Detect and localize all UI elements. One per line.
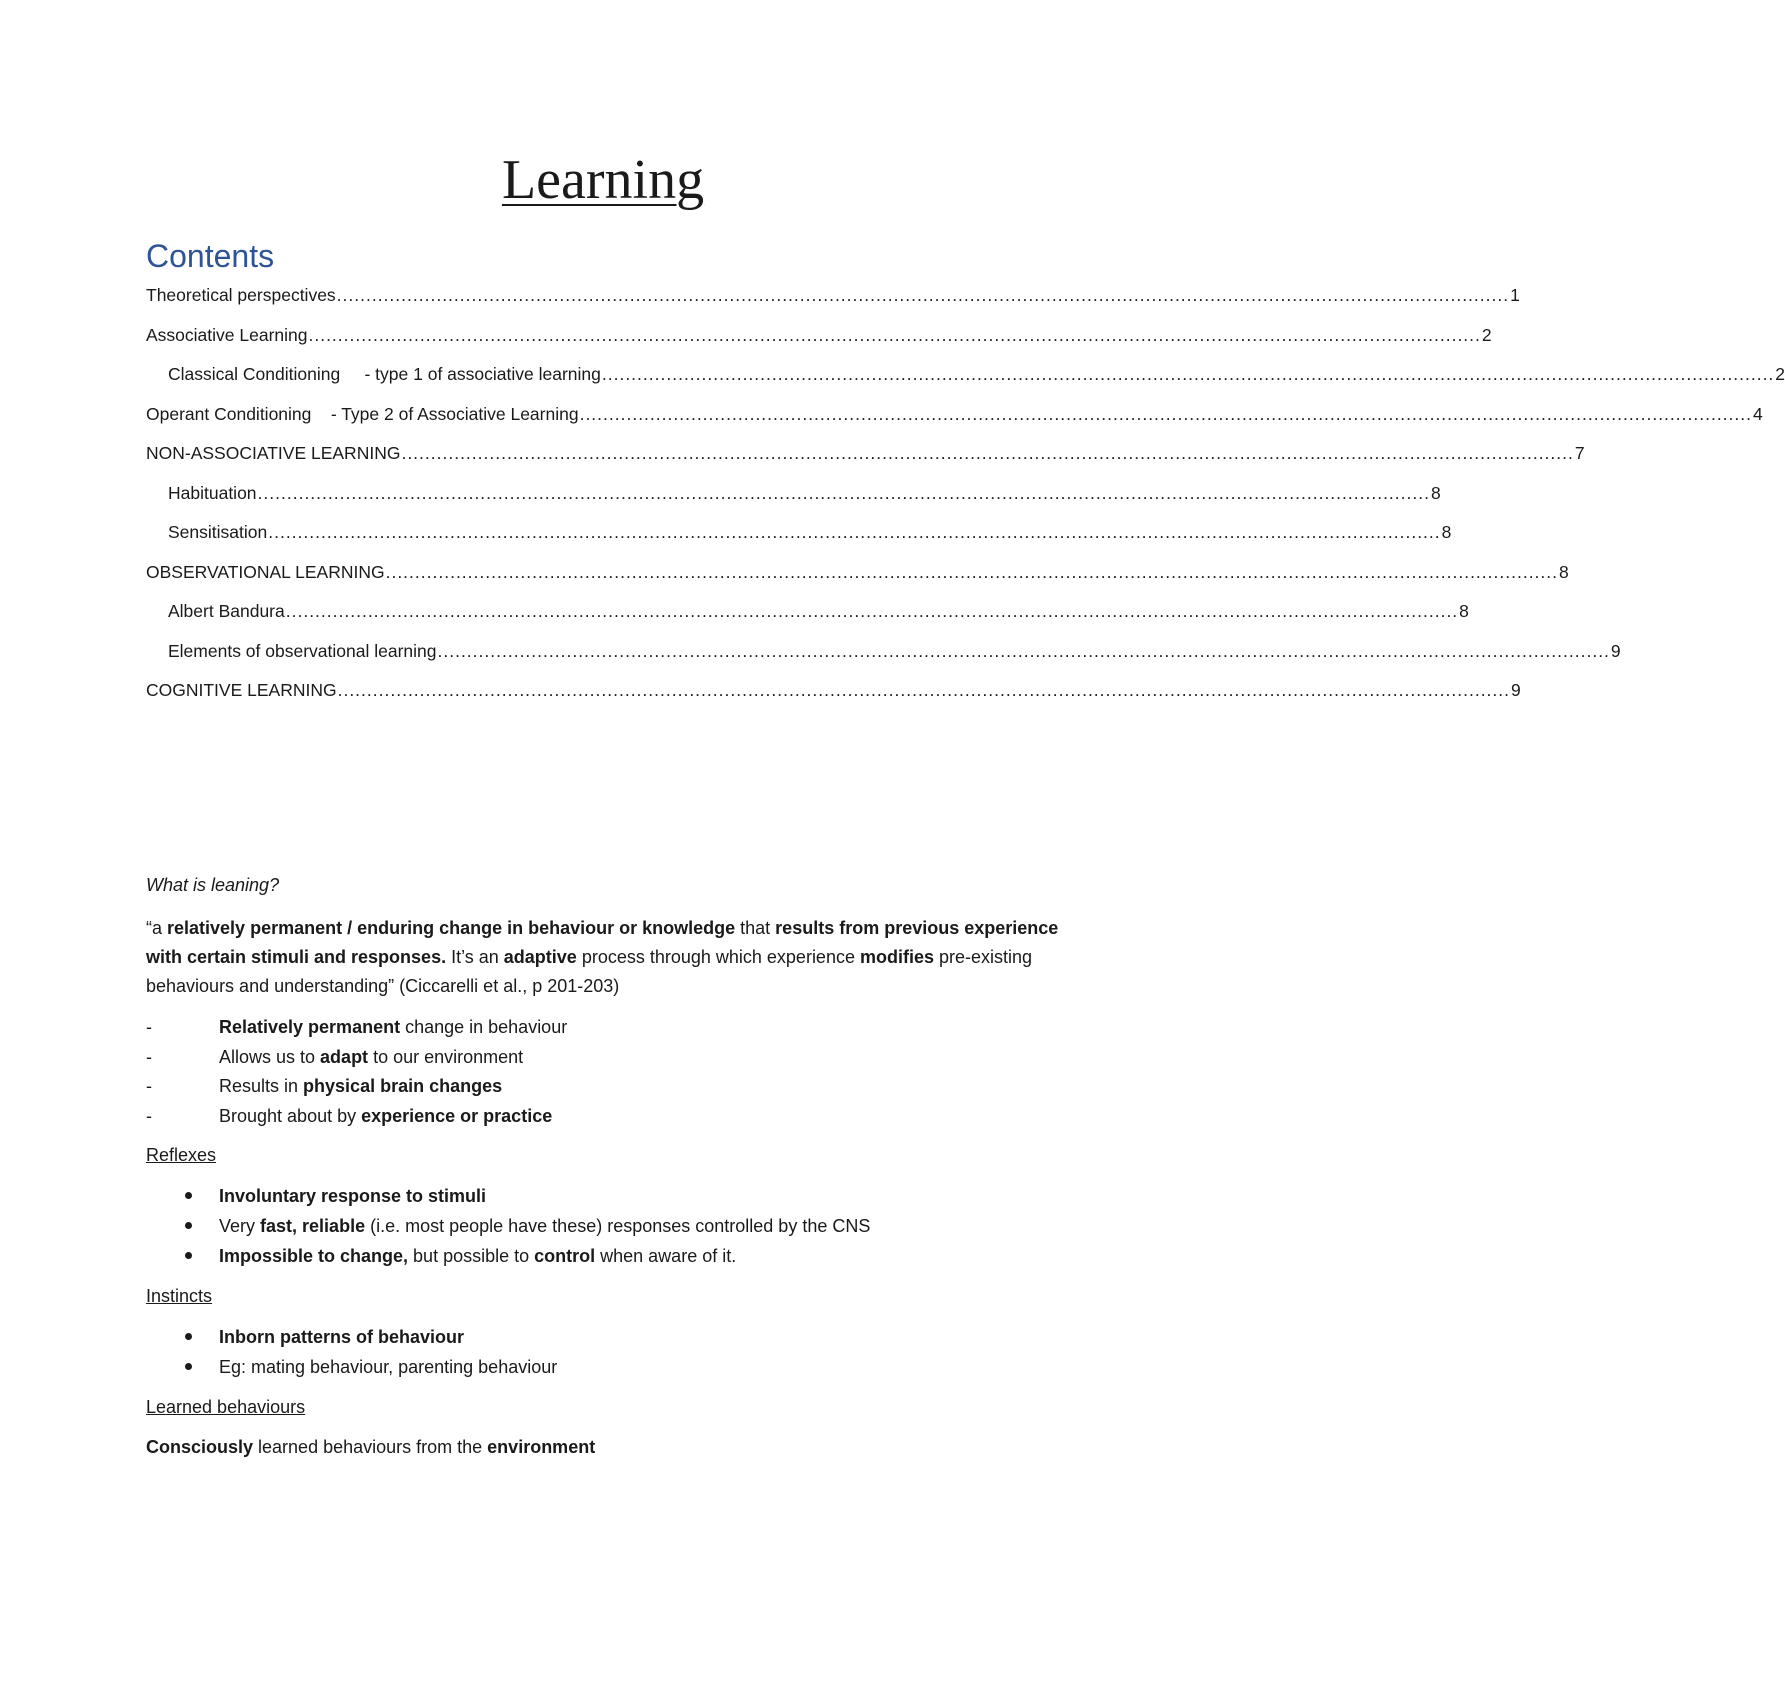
toc-dot-leader: ........................................................................................................................................................................................................ [601, 364, 1775, 385]
item-text: but possible to [408, 1246, 535, 1266]
toc-page-number: 8 [1430, 482, 1441, 503]
toc-entry-habituation[interactable] [146, 474, 1441, 514]
toc-entry-label: Albert Bandura [168, 601, 285, 622]
what-is-learning-heading: What is leaning? [146, 875, 280, 895]
toc-dot-leader: ........................................................................................................................................................................................................ [308, 324, 1481, 345]
toc-entry-elements-of-observational-learning[interactable] [146, 632, 1621, 672]
bold-text: Consciously [146, 1437, 254, 1457]
toc-dot-leader: ........................................................................................................................................................................................................ [337, 680, 1511, 701]
bold-text: fast, reliable [260, 1216, 366, 1236]
contents-heading: Contents [146, 238, 275, 274]
learning-definition [146, 914, 1060, 1001]
item-text: (i.e. most people have these) responses controlled by the CNS [365, 1216, 871, 1236]
bold-text: Impossible to change, [219, 1246, 409, 1266]
toc-entry-label: Habituation [168, 482, 257, 503]
bullet-icon [185, 1222, 192, 1229]
definition-text: process through which experience [576, 947, 860, 967]
toc-page-number: 2 [1775, 364, 1785, 385]
instincts-list [146, 1322, 1060, 1382]
body-section [146, 872, 1060, 1461]
toc-dot-leader: ........................................................................................................................................................................................................ [385, 561, 1559, 582]
list-item [146, 1013, 1060, 1043]
document-title: Learning [501, 149, 705, 211]
toc-dot-leader: ........................................................................................................................................................................................................ [257, 482, 1430, 503]
dash-marker: - [146, 1076, 152, 1096]
toc-page-number: 9 [1610, 640, 1621, 661]
reflexes-list [146, 1181, 1060, 1271]
toc-entry-label: Sensitisation [168, 522, 268, 543]
toc-page-number: 9 [1511, 680, 1521, 701]
toc-entry-label: Associative Learning [146, 324, 308, 345]
toc-page-number: 4 [1753, 403, 1763, 424]
learned-behaviours-text [146, 1433, 1060, 1461]
toc-entry-observational-learning[interactable] [146, 553, 1569, 593]
toc-entry-albert-bandura[interactable] [146, 592, 1469, 632]
toc-entry-classical-conditioning[interactable] [146, 355, 1785, 395]
list-item [146, 1043, 1060, 1073]
list-item [146, 1352, 1060, 1382]
bold-text: adapt [320, 1046, 369, 1067]
toc-entry-operant-conditioning[interactable] [146, 395, 1763, 435]
item-text: learned behaviours from the [253, 1437, 488, 1457]
bullet-icon [185, 1252, 192, 1259]
list-item [146, 1102, 1060, 1132]
item-text: when aware of it. [595, 1246, 737, 1266]
toc-entry-label: NON-ASSOCIATIVE LEARNING [146, 443, 401, 464]
definition-text: that [735, 918, 776, 938]
toc-entry-label: Classical Conditioning - type 1 of associative learning [168, 364, 601, 385]
definition-bold: relatively permanent / enduring change in behaviour or knowledge [167, 918, 736, 938]
list-item [146, 1072, 1060, 1102]
item-text: Very [219, 1216, 261, 1236]
toc-dot-leader: ........................................................................................................................................................................................................ [579, 403, 1752, 424]
item-text: Results in [219, 1076, 304, 1096]
bold-text: Inborn patterns of behaviour [219, 1327, 465, 1347]
bullet-icon [185, 1333, 192, 1340]
toc-dot-leader: ........................................................................................................................................................................................................ [336, 285, 1510, 306]
item-text: Allows us to [219, 1046, 321, 1067]
bold-text: Involuntary response to stimuli [219, 1186, 487, 1206]
reflexes-heading: Reflexes [146, 1145, 217, 1165]
toc-entry-label: Elements of observational learning [168, 640, 437, 661]
item-text: change in behaviour [400, 1017, 568, 1037]
toc-entry-cognitive-learning[interactable] [146, 671, 1521, 711]
learned-behaviours-heading: Learned behaviours [146, 1397, 306, 1417]
instincts-heading: Instincts [146, 1286, 213, 1306]
bullet-icon [185, 1363, 192, 1370]
document-page [146, 0, 1785, 1698]
toc-dot-leader: ........................................................................................................................................................................................................ [285, 601, 1459, 622]
toc-entry-label: Operant Conditioning - Type 2 of Associative Learning [146, 403, 579, 424]
list-item [146, 1241, 1060, 1271]
bullet-icon [185, 1192, 192, 1199]
item-text: to our environment [368, 1046, 524, 1067]
toc-entry-label: Theoretical perspectives [146, 285, 336, 306]
toc-entry-theoretical-perspectives[interactable] [146, 276, 1520, 316]
toc-page-number: 7 [1574, 443, 1585, 464]
definition-bold: adaptive [503, 947, 577, 967]
bold-text: control [534, 1246, 596, 1266]
toc-page-number: 8 [1559, 561, 1569, 582]
toc-dot-leader: ........................................................................................................................................................................................................ [401, 443, 1574, 464]
dash-marker: - [146, 1046, 152, 1067]
toc-entry-non-associative-learning[interactable] [146, 434, 1585, 474]
toc-page-number: 1 [1510, 285, 1520, 306]
definition-text: pre-existing behaviours and understanding” (Ciccarelli et al., p 201-203) [146, 947, 1033, 996]
dash-marker: - [146, 1017, 152, 1037]
definition-text: “a [146, 918, 168, 938]
dash-marker: - [146, 1105, 152, 1126]
definition-bold: modifies [859, 947, 934, 967]
list-item [146, 1181, 1060, 1211]
item-text: Brought about by [219, 1105, 362, 1126]
bold-text: experience or practice [361, 1105, 553, 1126]
toc-page-number: 8 [1441, 522, 1452, 543]
toc-dot-leader: ........................................................................................................................................................................................................ [437, 640, 1610, 661]
toc-page-number: 2 [1481, 324, 1492, 345]
list-item [146, 1211, 1060, 1241]
toc-page-number: 8 [1459, 601, 1469, 622]
learning-characteristics-list [146, 1013, 1060, 1131]
toc-entry-label: OBSERVATIONAL LEARNING [146, 561, 385, 582]
item-text: Eg: mating behaviour, parenting behaviour [219, 1357, 558, 1377]
toc-entry-associative-learning[interactable] [146, 316, 1492, 356]
bold-text: physical brain changes [303, 1076, 503, 1096]
bold-text: Relatively permanent [219, 1017, 401, 1037]
toc-entry-sensitisation[interactable] [146, 513, 1452, 553]
toc-entry-label: COGNITIVE LEARNING [146, 680, 337, 701]
definition-text: It’s an [446, 947, 504, 967]
definition-bold: results from previous experience with certain stimuli and responses. [146, 918, 1059, 967]
list-item [146, 1322, 1060, 1352]
toc-dot-leader: ........................................................................................................................................................................................................ [268, 522, 1441, 543]
bold-text: environment [487, 1437, 596, 1457]
table-of-contents [146, 276, 1785, 711]
